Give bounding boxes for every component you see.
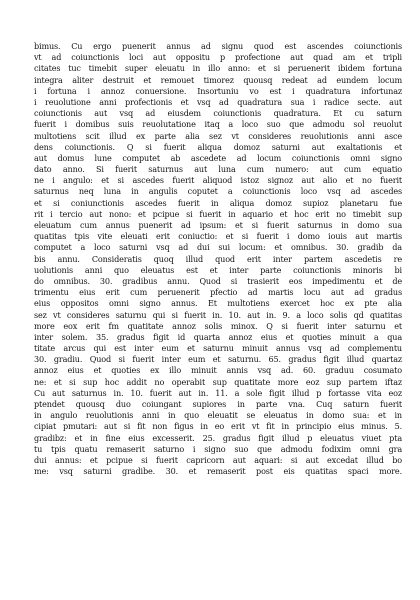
text-line: uolutionis anni quo eleuatus est et inter parte coiunctionis minoris bi — [34, 264, 402, 275]
text-line: eius oppositos omni signo annus. Et multotiens exercet hoc ex pte alia — [34, 298, 402, 309]
text-line: trimentu eius erit cum peruenerit pfectio ad martis locu aut ad gradus — [34, 287, 402, 298]
text-line: dui annus: et pcipue si fuerit capricorn aut aquari: si aut excedat illud bo — [34, 454, 402, 465]
incunabula-text-block — [34, 41, 402, 477]
text-line: ptendet quousq duo coiungant supiores in parte vna. Cuq saturn fuerit — [34, 399, 402, 409]
text-line: coiunctionis aut vsq ad eiusdem coiunctionis quadratura. Et cu saturn — [34, 108, 402, 119]
text-line: et si coniunctionis ascedes fuerit in aliqua domoz supioz planetaru fue — [34, 197, 402, 208]
text-line: ne i angulo: et si ascedes fuerit aliquod istoz signoz aut alio et no fuerit — [34, 175, 402, 186]
text-line: i fortuna i annoz conuersione. Insortuniu vo est i quadratura infortunaz — [34, 85, 402, 96]
text-line: dens coiunctionis. Q si fuerit aliqua domoz saturni aut exaltationis et — [34, 141, 402, 152]
text-line: quatitas tpis vite eleuati erit coniuctio: et si fuerit i domo iouis aut martis — [34, 231, 402, 242]
text-line: in angulo reuolutionis anni in quo eleuatit se eleuatus in domo sua: et in — [34, 410, 402, 421]
text-line: gradibz: et in fine eius excesserit. 25. gradus figit illud p eleuatus viuet pta — [34, 432, 402, 443]
text-line: cipiat pmutari: aut si fit non figus in eo erit vt fit in principio eius minus. 5. — [34, 421, 402, 432]
text-line: computet a loco saturni vsq ad dui sui locum: et omnibus. 30. gradib da — [34, 242, 402, 253]
text-line: ne: et si sup hoc addit no operabit sup quatitate more eoz sup partem iftaz — [34, 376, 402, 387]
text-line: aut domus lune computet ab ascedete ad locum coiunctionis omni signo — [34, 152, 402, 163]
text-line: do omnibus. 30. gradibus annu. Quod si trasierit eos impedimentu et de — [34, 275, 402, 286]
text-line: multotiens scit illud ex parte alia sez vt consideres reuolutionis anni asce — [34, 130, 402, 141]
text-line: dato anno. Si fuerit saturnus aut luna cum numero: aut cum equatio — [34, 164, 402, 175]
text-line: more eox erit fm quatitate annoz solis minox. Q si fuerit inter saturnu et — [34, 320, 402, 331]
text-line: 30. gradiu. Quod si fuerit inter eum et saturnu. 65. gradus figit illud quartaz — [34, 354, 402, 365]
text-line: rit i tercio aut nono: et pcipue si fuerit in aquario et hoc erit no timebit sup — [34, 208, 402, 219]
text-line: inter solem. 35. gradus figit id quarta annoz eius et quoties minuit a qua — [34, 331, 402, 342]
text-line: vt ad coiunctionis loci aut oppositu p profectione aut quad am et tripli — [34, 52, 402, 63]
text-line: sez vt consideres saturnu qui si fuerit in. 10. aut in. 9. a loco solis qd quatitas — [34, 309, 402, 320]
text-line: me: vsq saturni gradibe. 30. et remaserit post eis quatitas spaci more. — [34, 466, 402, 477]
text-line: titate arcus qui est inter eum et saturnu minuit annus vsq ad complementu — [34, 343, 402, 354]
text-line: i reuolutione anni profectionis et vsq ad quadratura sua i radice secte. aut — [34, 96, 402, 107]
text-line: saturnus neq luna in angulis coputet a coiunctionis loco vsq ad ascedes — [34, 186, 402, 197]
text-line: tu tpis quatu remaserit saturno i signo suo que admodu fodixim omni gra — [34, 443, 402, 454]
text-line: eleuatum cum annus puenerit ad ipsum: et si fuerit saturnus in domo sua — [34, 220, 402, 230]
text-line: bis annu. Consideratis quoq illud quod erit inter partem ascedetis re — [34, 253, 402, 264]
text-line: bimus. Cu ergo puenerit annus ad signu quod est ascendes coiunctionis — [34, 41, 402, 51]
text-line: Cu aut saturnus in. 10. fuerit aut in. 11. a sole figit illud p fortasse vita eoz — [34, 387, 402, 398]
text-line: integra aliter destruit et remouet timorez quousq redeat ad eundem locum — [34, 74, 402, 85]
text-line: annoz eius et quoties ex illo minuit annis vsq ad. 60. graduu cosumato — [34, 365, 402, 376]
text-line: citates tuc timebit super eleuatu in illo anno: et si peruenerit ibidem fortuna — [34, 63, 402, 74]
text-line: fuerit i domibus suis reuolutatione itaq a loco suo que admodu sol reuolut — [34, 119, 402, 130]
